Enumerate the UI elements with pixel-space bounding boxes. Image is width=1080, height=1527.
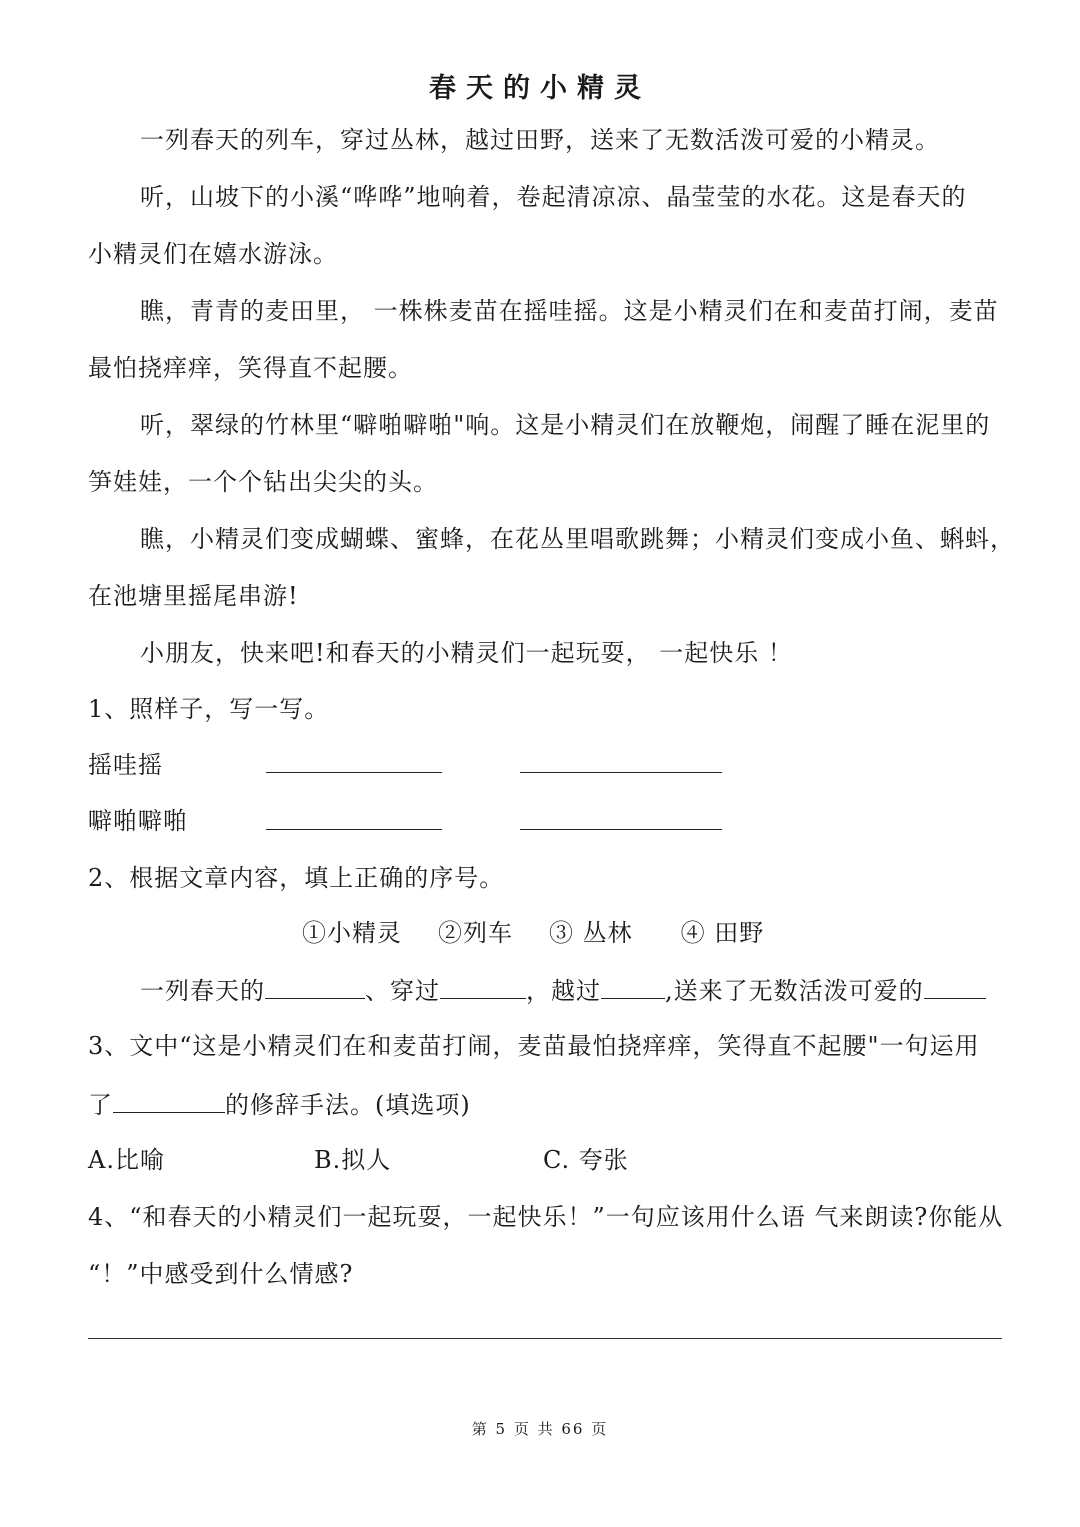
option-4: ④ 田野 [680,919,765,947]
question-4-answer-line[interactable] [88,1338,1002,1339]
passage-paragraph-5-line-2: 在池塘里摇尾串游! [88,582,299,610]
sentence-part-2: 、穿过 [365,977,440,1005]
sentence-part-1: 一列春天的 [140,977,265,1005]
rhetoric-answer-blank[interactable] [113,1086,225,1113]
question-1-example-1: 摇哇摇 [88,751,163,779]
question-1-prompt: 1、照样子，写一写。 [88,695,330,723]
question-1-example-2: 噼啪噼啪 [88,807,188,835]
question-3-line-2 [88,1086,1003,1122]
question-1-answer-blank-1b[interactable] [520,772,722,773]
page-number-footer: 第 5 页 共 66 页 [471,1420,609,1438]
passage-paragraph-3-line-1: 瞧，青青的麦田里， 一株株麦苗在摇哇摇。这是小精灵们在和麦苗打闹，麦苗 [140,297,999,325]
fill-blank-3[interactable] [601,972,665,999]
fill-blank-1[interactable] [265,972,365,999]
passage-paragraph-2-line-2: 小精灵们在嬉水游泳。 [88,240,338,268]
passage-paragraph-6: 小朋友，快来吧!和春天的小精灵们一起玩耍， 一起快乐 ！ [140,639,793,667]
question-2-sentence [140,972,1002,1008]
passage-paragraph-1: 一列春天的列车，穿过丛林，越过田野，送来了无数活泼可爱的小精灵。 [140,126,940,154]
choice-b: B.拟人 [314,1146,392,1174]
passage-paragraph-5-line-1: 瞧，小精灵们变成蝴蝶、蜜蜂，在花丛里唱歌跳舞；小精灵们变成小鱼、蝌蚪， [140,525,1015,553]
sentence-part-3: ，越过 [526,977,601,1005]
option-1: ①小精灵 [302,919,402,947]
page-title: 春天的小精灵 [429,73,651,104]
question-2-prompt: 2、根据文章内容，填上正确的序号。 [88,864,505,892]
question-4-line-1: 4、“和春天的小精灵们一起玩耍，一起快乐！”一句应该用什么语 气来朗读?你能从 [88,1203,1004,1231]
choice-a: A.比喻 [88,1146,165,1174]
fill-blank-4[interactable] [924,972,986,999]
question-3-line-1: 3、文中“这是小精灵们在和麦苗打闹，麦苗最怕挠痒痒，笑得直不起腰"一句运用 [88,1032,980,1060]
sentence-part-4: ,送来了无数活泼可爱的 [665,977,924,1005]
question-1-answer-blank-2a[interactable] [266,829,442,830]
question-1-answer-blank-2b[interactable] [520,829,722,830]
passage-paragraph-4-line-1: 听，翠绿的竹林里“噼啪噼啪"响。这是小精灵们在放鞭炮，闹醒了睡在泥里的 [140,411,991,439]
question-4-line-2: “！”中感受到什么情感? [88,1260,354,1288]
question-3-post: 的修辞手法。(填选项) [225,1091,471,1119]
question-3-pre: 了 [88,1091,113,1119]
option-2: ②列车 [438,919,513,947]
choice-c: C. 夸张 [543,1146,629,1174]
passage-paragraph-3-line-2: 最怕挠痒痒，笑得直不起腰。 [88,354,413,382]
passage-paragraph-4-line-2: 笋娃娃，一个个钻出尖尖的头。 [88,468,438,496]
option-3: ③ 丛林 [549,919,633,947]
fill-blank-2[interactable] [440,972,526,999]
question-1-answer-blank-1a[interactable] [266,772,442,773]
passage-paragraph-2-line-1: 听，山坡下的小溪“哗哗”地响着，卷起清凉凉、晶莹莹的水花。这是春天的 [140,183,967,211]
question-2-options [302,916,802,950]
